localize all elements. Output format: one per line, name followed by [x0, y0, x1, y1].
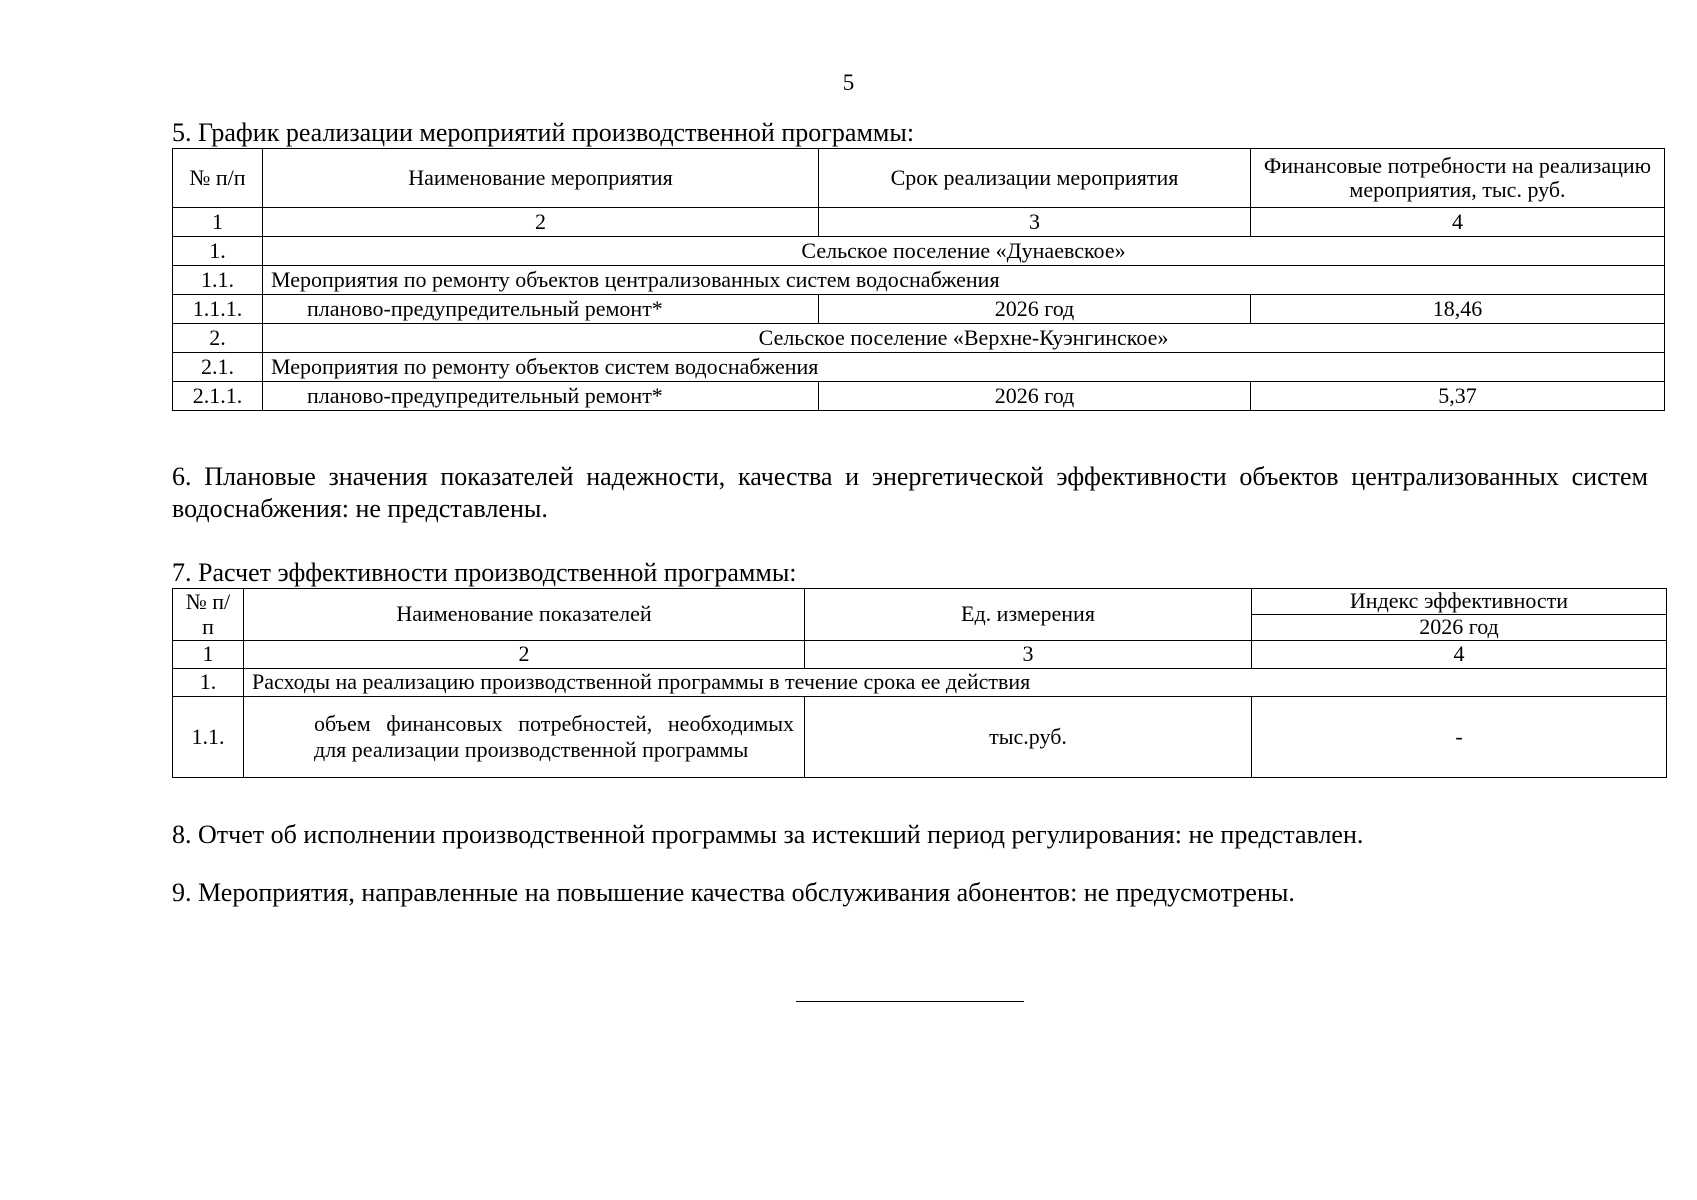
table-row [173, 266, 1665, 295]
header-cell: 2026 год [1252, 615, 1667, 641]
efficiency-table [172, 588, 1667, 778]
section5-heading: 5. График реализации мероприятий производственной программы: [172, 118, 915, 147]
page-number: 5 [842, 70, 855, 95]
indicator-name: объем финансовых потребностей, необходимых для реализации производственной программы [244, 697, 805, 778]
indicator-unit: тыс.руб. [805, 697, 1252, 778]
row-number: 1. [173, 669, 244, 697]
section7-heading: 7. Расчет эффективности производственной программы: [172, 558, 797, 587]
table-row [173, 295, 1665, 324]
table-cell: 3 [819, 208, 1251, 237]
table-row [173, 353, 1665, 382]
table-cell: 1 [173, 641, 244, 669]
table-cell: 4 [1251, 208, 1665, 237]
column-numbers-row [173, 208, 1665, 237]
header-cell: Наименование мероприятия [263, 149, 819, 208]
table-cell: 4 [1252, 641, 1667, 669]
table-row [173, 669, 1667, 697]
header-cell: Наименование показателей [244, 589, 805, 641]
activity-amount: 5,37 [1251, 382, 1665, 411]
activity-term: 2026 год [819, 382, 1251, 411]
table-cell: 2 [263, 208, 819, 237]
settlement-title: Сельское поселение «Верхне-Куэнгинское» [263, 324, 1665, 353]
section9-paragraph: 9. Мероприятия, направленные на повышение качества обслуживания абонентов: не предусмотрены. [172, 878, 1295, 907]
row-number: 1.1. [173, 697, 244, 778]
table-cell: 2 [244, 641, 805, 669]
header-cell: Срок реализации мероприятия [819, 149, 1251, 208]
table-row [173, 324, 1665, 353]
activity-group: Мероприятия по ремонту объектов систем водоснабжения [263, 353, 1665, 382]
activity-name: планово-предупредительный ремонт* [263, 295, 819, 324]
table-header-row [173, 589, 1667, 615]
table-row [173, 237, 1665, 266]
indicator-value: - [1252, 697, 1667, 778]
activity-group: Мероприятия по ремонту объектов централизованных систем водоснабжения [263, 266, 1665, 295]
activity-name: планово-предупредительный ремонт* [263, 382, 819, 411]
settlement-title: Сельское поселение «Дунаевское» [263, 237, 1665, 266]
header-cell: Индекс эффективности [1252, 589, 1667, 615]
header-cell: № п/п [173, 589, 244, 641]
header-cell: Ед. измерения [805, 589, 1252, 641]
row-number: 1.1. [173, 266, 263, 295]
row-number: 2.1.1. [173, 382, 263, 411]
row-number: 2.1. [173, 353, 263, 382]
schedule-table [172, 148, 1665, 411]
section8-paragraph: 8. Отчет об исполнении производственной программы за истекший период регулирования: не представлен. [172, 820, 1364, 849]
table-cell: 1 [173, 208, 263, 237]
table-header-row [173, 149, 1665, 208]
closing-line [796, 1001, 1024, 1002]
header-cell: Финансовые потребности на реализацию мероприятия, тыс. руб. [1251, 149, 1665, 208]
row-number: 1. [173, 237, 263, 266]
table-row [173, 382, 1665, 411]
activity-amount: 18,46 [1251, 295, 1665, 324]
indicator-group: Расходы на реализацию производственной программы в течение срока ее действия [244, 669, 1667, 697]
column-numbers-row [173, 641, 1667, 669]
header-cell: № п/п [173, 149, 263, 208]
table-cell: 3 [805, 641, 1252, 669]
row-number: 2. [173, 324, 263, 353]
section6-paragraph: 6. Плановые значения показателей надежности, качества и энергетической эффективности объектов централизованных систем водоснабжения: не представлены. [172, 462, 1648, 523]
activity-term: 2026 год [819, 295, 1251, 324]
table-row [173, 697, 1667, 778]
row-number: 1.1.1. [173, 295, 263, 324]
